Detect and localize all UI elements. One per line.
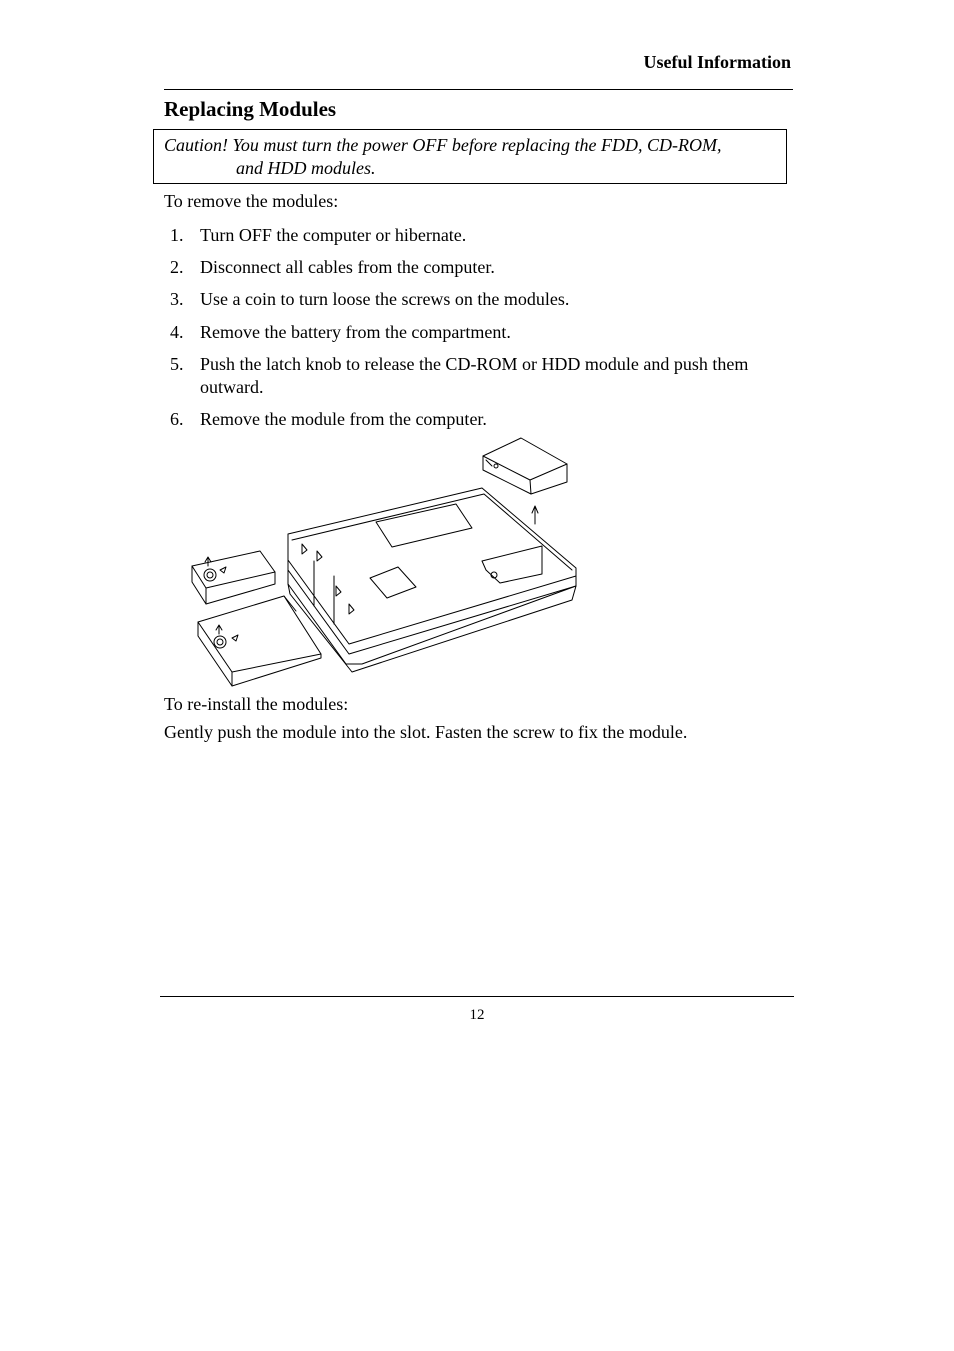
section-heading: Replacing Modules bbox=[164, 97, 337, 121]
step-number: 1. bbox=[170, 225, 184, 245]
step-number: 4. bbox=[170, 322, 184, 342]
remove-intro: To remove the modules: bbox=[164, 191, 339, 211]
header-rule bbox=[164, 89, 793, 90]
step-text: Disconnect all cables from the computer. bbox=[200, 257, 495, 277]
step-text: Use a coin to turn loose the screws on the modules. bbox=[200, 289, 570, 309]
running-header: Useful Information bbox=[643, 52, 791, 72]
lifted-module bbox=[483, 438, 567, 494]
laptop-base bbox=[288, 488, 576, 672]
step-text: Remove the battery from the compartment. bbox=[200, 322, 511, 342]
up-arrow-icon bbox=[532, 506, 538, 524]
footer-rule bbox=[160, 996, 794, 997]
caution-line-1: Caution! You must turn the power OFF before replacing the FDD, CD-ROM, bbox=[164, 135, 722, 155]
caution-box bbox=[153, 129, 787, 184]
left-arrow-icon bbox=[220, 567, 226, 573]
module-removal-illustration bbox=[186, 436, 580, 692]
step-text: Turn OFF the computer or hibernate. bbox=[200, 225, 467, 245]
step-number: 5. bbox=[170, 354, 184, 374]
step-text: Push the latch knob to release the CD-ROM or HDD module and push them outward. bbox=[200, 354, 749, 397]
small-module bbox=[192, 551, 275, 604]
step-number: 3. bbox=[170, 289, 184, 309]
step-number: 2. bbox=[170, 257, 184, 277]
step-number: 6. bbox=[170, 409, 184, 429]
step-text: Remove the module from the computer. bbox=[200, 409, 487, 429]
left-arrow-icon bbox=[232, 635, 238, 641]
reinstall-intro: To re-install the modules: bbox=[164, 694, 349, 714]
caution-line-2: and HDD modules. bbox=[236, 158, 376, 178]
page-number: 12 bbox=[469, 1007, 485, 1023]
reinstall-instructions: Gently push the module into the slot. Fasten the screw to fix the module. bbox=[164, 722, 688, 742]
